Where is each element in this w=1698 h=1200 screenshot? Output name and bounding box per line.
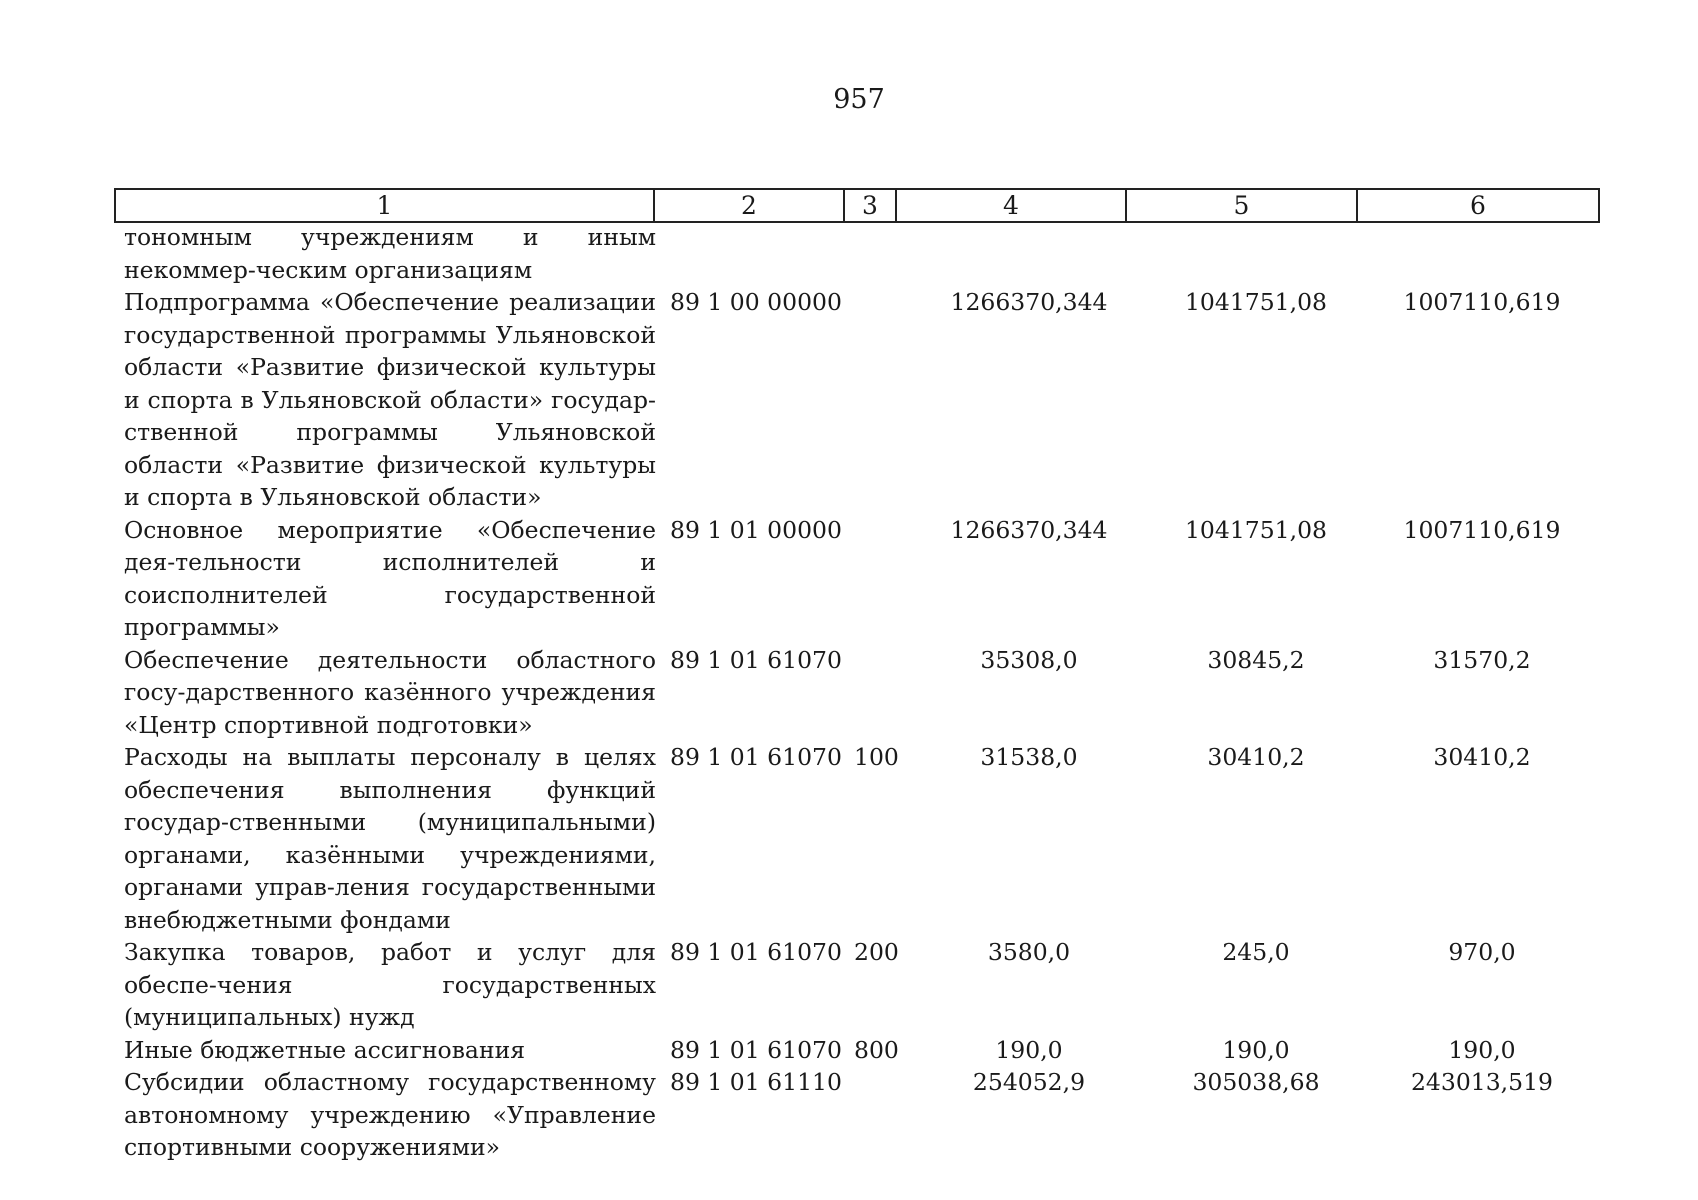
row-code: 89 1 01 61070 [670,645,842,674]
row-value-4: 1266370,344 [950,288,1108,316]
column-header-5: 5 [1126,189,1357,222]
row-value-5: 245,0 [1222,938,1290,966]
column-header-table [114,188,1600,223]
column-header-1: 1 [115,189,654,222]
row-value-5: 30410,2 [1207,743,1305,771]
row-value-4: 254052,9 [972,1068,1086,1096]
row-value-4: 35308,0 [980,645,1078,674]
row-type: 200 [854,938,899,966]
row-name: Иные бюджетные ассигнования [124,1035,526,1064]
row-value-6: 243013,519 [1410,1068,1554,1096]
column-header-4: 4 [896,189,1126,222]
column-header-3: 3 [844,189,896,222]
row-name: Расходы на выплаты персоналу в целях обеспечения выполнения функций государ-ственными (муниципальными) органами, казёнными учреждениями, органами управ-ления государственными внебюджетными фондами [124,743,656,934]
row-value-6: 970,0 [1448,938,1516,966]
table-row [124,936,1604,1034]
row-value-4: 190,0 [995,1035,1063,1064]
table-row [124,644,1604,742]
row-value-6: 190,0 [1448,1035,1516,1064]
row-type: 800 [854,1035,899,1064]
budget-table-body [124,221,1604,1164]
column-header-row [115,189,1599,222]
row-value-5: 30845,2 [1207,645,1305,674]
row-value-6: 1007110,619 [1403,515,1561,544]
row-value-5: 305038,68 [1192,1068,1320,1096]
row-name: Закупка товаров, работ и услуг для обеспе-чения государственных (муниципальных) нужд [124,938,656,1031]
row-type: 100 [854,743,899,771]
row-name: Субсидии областному государственному автономному учреждению «Управление спортивными сооружениями» [124,1068,656,1161]
row-code: 89 1 01 61070 [670,938,842,966]
row-value-4: 31538,0 [980,743,1078,771]
table-row [124,514,1604,644]
row-code: 89 1 01 61110 [670,1068,842,1096]
table-row [124,1034,1604,1067]
row-value-5: 1041751,08 [1184,288,1328,316]
row-code: 89 1 01 61070 [670,743,842,771]
row-code: 89 1 01 00000 [670,515,842,544]
table-row [124,741,1604,936]
row-value-4: 1266370,344 [950,515,1108,544]
row-value-6: 30410,2 [1433,743,1531,771]
column-header-2: 2 [654,189,844,222]
row-value-6: 31570,2 [1433,645,1531,674]
row-code: 89 1 01 61070 [670,1035,842,1064]
table-row [124,286,1604,514]
row-value-6: 1007110,619 [1403,288,1561,316]
table-row [124,221,1604,286]
row-value-5: 190,0 [1222,1035,1290,1064]
row-name: Подпрограмма «Обеспечение реализации государственной программы Ульяновской области «Развитие физической культуры и спорта в Ульяновской области» государ-ственной программы Ульяновской области «Развитие физической культуры и спорта в Ульяновской области» [124,288,656,511]
table-row [124,1066,1604,1164]
row-value-4: 3580,0 [987,938,1071,966]
row-name: тономным учреждениям и иным некоммер-ческим организациям [124,223,656,284]
column-header-6: 6 [1357,189,1599,222]
row-code: 89 1 00 00000 [670,288,842,316]
row-name: Основное мероприятие «Обеспечение дея-тельности исполнителей и соисполнителей государственной программы» [124,515,656,641]
row-name: Обеспечение деятельности областного госу-дарственного казённого учреждения «Центр спортивной подготовки» [124,645,656,739]
row-value-5: 1041751,08 [1184,515,1328,544]
page-number: 957 [833,84,885,115]
